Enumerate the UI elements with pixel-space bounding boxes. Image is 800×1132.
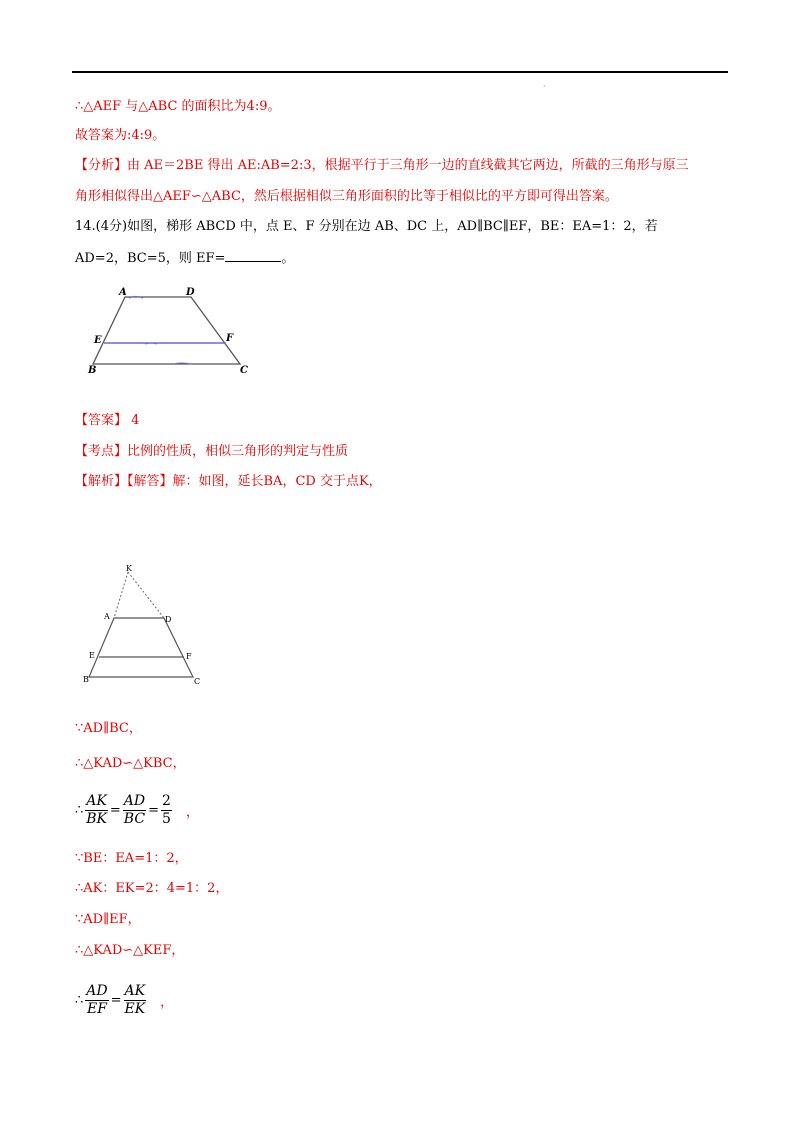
step-ad-parallel-ef: ∵AD∥EF， bbox=[75, 912, 141, 927]
label-k: K bbox=[126, 564, 132, 573]
label-a-2: A bbox=[104, 612, 110, 621]
label-f-2: F bbox=[186, 652, 192, 661]
mark-ef bbox=[145, 343, 157, 344]
fraction-2-5: $\frac{2}{5}$ bbox=[162, 793, 171, 827]
figure-trapezoid bbox=[85, 282, 260, 377]
step-ad-parallel-bc: ∵AD∥BC， bbox=[75, 721, 142, 736]
extension-ka bbox=[114, 572, 128, 618]
step-ak-ek: ∴AK：EK=2：4=1：2， bbox=[75, 881, 229, 896]
header-mark: · bbox=[543, 82, 546, 91]
line-answer-prev: 故答案为:4:9。 bbox=[75, 128, 166, 143]
trapezoid-outline-2 bbox=[89, 618, 193, 677]
equals-sign: = bbox=[110, 993, 122, 1008]
fraction-ad-ef: $\frac{AD}{EF}$ bbox=[86, 983, 108, 1017]
label-c-2: C bbox=[194, 677, 201, 686]
label-e-2: E bbox=[89, 651, 95, 660]
equals-sign: = bbox=[109, 803, 121, 818]
step-similar-kad-kef: ∴△KAD∽△KEF， bbox=[75, 943, 185, 958]
line-area-ratio: ∴△AEF 与△ABC 的面积比为4:9。 bbox=[75, 99, 281, 114]
line-analysis-2: 角形相似得出△AEF∽△ABC，然后根据相似三角形面积的比等于相似比的平方即可得出答案。 bbox=[75, 189, 618, 204]
label-d-2: D bbox=[165, 615, 172, 624]
comma: ， bbox=[185, 805, 199, 820]
label-d: D bbox=[186, 287, 195, 298]
label-f: F bbox=[226, 333, 234, 344]
therefore-symbol: ∴ bbox=[75, 803, 84, 818]
knowledge-point-line: 【考点】比例的性质，相似三角形的判定与性质 bbox=[75, 444, 349, 459]
answer-line: 【答案】 4 bbox=[75, 413, 140, 428]
equation-ratio-1 bbox=[75, 793, 199, 828]
label-c: C bbox=[240, 365, 248, 376]
comma: ， bbox=[160, 995, 174, 1010]
fraction-ad-bc: $\frac{AD}{BC}$ bbox=[123, 793, 146, 827]
question-14-line2 bbox=[75, 249, 294, 268]
fraction-ak-bk: $\frac{AK}{BK}$ bbox=[86, 793, 107, 827]
step-similar-kad-kbc: ∴△KAD∽△KBC， bbox=[75, 756, 186, 771]
equation-ratio-2 bbox=[75, 983, 173, 1018]
label-a: A bbox=[119, 287, 127, 298]
label-e: E bbox=[94, 335, 102, 346]
solution-intro-line: 【解析】【解答】解：如图，延长BA，CD 交于点K， bbox=[75, 474, 382, 489]
question-14-end: 。 bbox=[281, 251, 295, 266]
equals-sign: = bbox=[148, 803, 160, 818]
therefore-symbol: ∴ bbox=[75, 993, 84, 1008]
label-b: B bbox=[88, 365, 97, 376]
trapezoid-outline bbox=[93, 297, 240, 364]
figure-extended-triangle bbox=[80, 560, 210, 690]
question-14-line1: 14.(4分)如图，梯形 ABCD 中，点 E、F 分别在边 AB、DC 上，AD∥BC∥EF，BE：EA=1：2，若 bbox=[75, 219, 658, 234]
fraction-ak-ek: $\frac{AK}{EK}$ bbox=[124, 983, 146, 1017]
extension-kd bbox=[128, 572, 164, 618]
header-rule bbox=[72, 71, 728, 73]
answer-blank bbox=[225, 249, 281, 262]
line-analysis-1: 【分析】由 AE＝2BE 得出 AE:AB=2:3，根据平行于三角形一边的直线截其它两边，所截的三角形与原三 bbox=[75, 158, 689, 173]
question-14-text: AD=2，BC=5，则 EF= bbox=[75, 251, 226, 266]
label-b-2: B bbox=[83, 675, 89, 684]
step-be-ea: ∵BE：EA=1：2， bbox=[75, 851, 188, 866]
